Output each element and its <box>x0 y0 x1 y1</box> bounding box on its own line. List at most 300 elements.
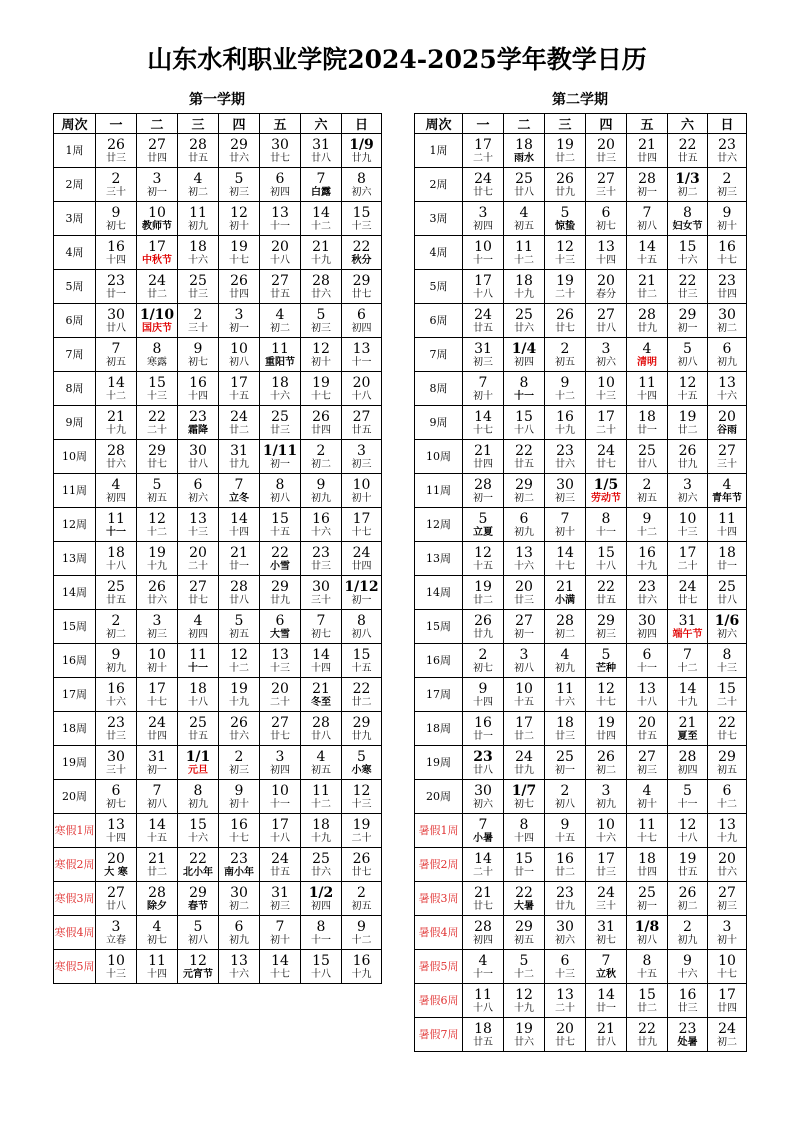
day-cell <box>586 644 627 678</box>
lunar-date: 初二 <box>717 1036 737 1048</box>
lunar-date: 十三 <box>147 390 167 402</box>
lunar-date: 十五 <box>637 254 657 266</box>
lunar-date: 十九 <box>106 424 126 436</box>
lunar-date: 十二 <box>147 526 167 538</box>
day-cell <box>178 168 219 202</box>
day-cell <box>96 814 137 848</box>
day-number: 16 <box>312 510 330 527</box>
day-cell <box>137 542 178 576</box>
day-number: 14 <box>312 646 330 663</box>
day-cell <box>260 202 301 236</box>
lunar-date: 谷雨 <box>717 424 737 436</box>
lunar-date: 初九 <box>188 798 208 810</box>
day-number: 21 <box>474 442 492 459</box>
week-label: 寒假2周 <box>54 848 96 882</box>
day-cell <box>463 882 504 916</box>
day-number: 26 <box>556 170 574 187</box>
lunar-date: 十三 <box>270 662 290 674</box>
day-cell <box>545 916 586 950</box>
lunar-date: 廿一 <box>106 288 126 300</box>
day-cell <box>301 304 342 338</box>
day-cell <box>463 814 504 848</box>
day-cell <box>586 984 627 1018</box>
day-cell <box>219 848 260 882</box>
day-number: 12 <box>556 238 574 255</box>
week-row <box>54 168 382 202</box>
lunar-date: 十五 <box>555 832 575 844</box>
day-number: 21 <box>148 850 166 867</box>
lunar-date: 初七 <box>106 220 126 232</box>
day-cell <box>627 678 668 712</box>
day-cell <box>586 542 627 576</box>
day-cell <box>668 168 708 202</box>
lunar-date: 初二 <box>188 186 208 198</box>
lunar-date: 廿五 <box>270 288 290 300</box>
day-number: 2 <box>722 170 732 187</box>
day-number: 14 <box>556 544 574 561</box>
week-label: 寒假4周 <box>54 916 96 950</box>
lunar-date: 十八 <box>311 968 331 980</box>
day-number: 29 <box>678 306 697 323</box>
lunar-date: 廿三 <box>188 288 208 300</box>
day-cell <box>504 916 545 950</box>
lunar-date: 廿五 <box>473 1036 493 1048</box>
day-number: 8 <box>357 612 366 629</box>
day-number: 20 <box>107 850 125 867</box>
lunar-date: 初三 <box>596 628 616 640</box>
day-cell <box>708 950 747 984</box>
week-row <box>54 814 382 848</box>
day-number: 19 <box>678 850 697 867</box>
day-number: 18 <box>474 1020 492 1037</box>
day-cell <box>586 304 627 338</box>
day-number: 4 <box>519 204 529 221</box>
day-number: 31 <box>678 612 697 629</box>
day-cell <box>260 916 301 950</box>
lunar-date: 十四 <box>106 254 126 266</box>
day-cell <box>545 542 586 576</box>
lunar-date: 初一 <box>147 764 167 776</box>
lunar-date: 廿九 <box>351 152 372 164</box>
day-cell <box>96 916 137 950</box>
week-row <box>415 372 747 406</box>
day-number: 15 <box>678 238 697 255</box>
week-label: 暑假7周 <box>415 1018 463 1052</box>
day-cell <box>301 372 342 406</box>
week-label: 4周 <box>415 236 463 270</box>
day-number: 15 <box>718 680 736 697</box>
day-cell <box>504 372 545 406</box>
day-cell <box>178 508 219 542</box>
lunar-date: 廿三 <box>270 424 290 436</box>
day-number: 5 <box>234 170 244 187</box>
day-number: 11 <box>515 238 533 255</box>
day-cell <box>545 678 586 712</box>
lunar-date: 初八 <box>677 356 698 368</box>
day-number: 1/7 <box>511 782 537 799</box>
day-cell <box>627 236 668 270</box>
day-cell <box>627 1018 668 1052</box>
day-cell <box>463 610 504 644</box>
day-cell <box>219 746 260 780</box>
day-number: 11 <box>312 782 330 799</box>
lunar-date: 三十 <box>717 458 737 470</box>
week-label: 8周 <box>415 372 463 406</box>
day-number: 27 <box>597 170 615 187</box>
day-number: 3 <box>601 340 611 357</box>
day-number: 27 <box>718 884 736 901</box>
day-cell <box>219 712 260 746</box>
day-number: 30 <box>271 136 289 153</box>
week-row <box>54 440 382 474</box>
lunar-date: 十二 <box>229 662 249 674</box>
day-number: 16 <box>556 408 574 425</box>
day-cell <box>668 712 708 746</box>
lunar-date: 初四 <box>637 628 657 640</box>
week-label: 6周 <box>415 304 463 338</box>
day-cell <box>178 406 219 440</box>
day-cell <box>260 780 301 814</box>
lunar-date: 初九 <box>717 356 737 368</box>
day-number: 20 <box>352 374 371 391</box>
lunar-date: 廿九 <box>229 458 249 470</box>
lunar-date: 立秋 <box>596 968 616 980</box>
day-cell <box>545 950 586 984</box>
day-cell <box>260 406 301 440</box>
day-number: 22 <box>678 272 697 289</box>
lunar-date: 廿五 <box>473 322 493 334</box>
lunar-date: 廿八 <box>229 594 249 606</box>
day-number: 12 <box>678 374 697 391</box>
lunar-date: 初四 <box>106 492 126 504</box>
week-row <box>415 950 747 984</box>
lunar-date: 初四 <box>677 764 698 776</box>
day-number: 15 <box>271 510 289 527</box>
day-cell <box>463 270 504 304</box>
day-cell <box>463 780 504 814</box>
day-cell <box>627 508 668 542</box>
day-number: 15 <box>597 544 615 561</box>
lunar-date: 十七 <box>147 696 167 708</box>
week-label: 1周 <box>415 134 463 168</box>
day-number: 29 <box>515 476 533 493</box>
day-number: 9 <box>234 782 244 799</box>
day-cell <box>627 984 668 1018</box>
lunar-date: 十七 <box>229 254 249 266</box>
day-number: 1/8 <box>634 918 660 935</box>
lunar-date: 十七 <box>351 526 372 538</box>
week-label: 8周 <box>54 372 96 406</box>
day-number: 5 <box>152 476 162 493</box>
lunar-date: 廿三 <box>596 866 616 878</box>
week-label: 20周 <box>415 780 463 814</box>
lunar-date: 廿七 <box>555 322 575 334</box>
day-cell <box>463 644 504 678</box>
week-row <box>54 542 382 576</box>
lunar-date: 初十 <box>270 934 290 946</box>
week-row <box>415 916 747 950</box>
day-cell <box>668 780 708 814</box>
day-number: 5 <box>234 612 244 629</box>
lunar-date: 廿一 <box>473 730 493 742</box>
lunar-date: 初四 <box>351 322 372 334</box>
day-number: 23 <box>556 884 574 901</box>
lunar-date: 十七 <box>229 832 249 844</box>
day-cell <box>342 270 382 304</box>
lunar-date: 廿七 <box>147 458 167 470</box>
day-cell <box>219 644 260 678</box>
week-row <box>415 712 747 746</box>
day-cell <box>219 406 260 440</box>
day-cell <box>627 270 668 304</box>
day-cell <box>545 814 586 848</box>
day-number: 24 <box>597 442 615 459</box>
day-cell <box>668 440 708 474</box>
header-sat: 六 <box>301 114 342 134</box>
day-cell <box>708 338 747 372</box>
week-row <box>415 406 747 440</box>
day-number: 22 <box>515 442 533 459</box>
lunar-date: 廿七 <box>270 730 290 742</box>
day-cell <box>627 542 668 576</box>
day-cell <box>586 882 627 916</box>
day-cell <box>504 678 545 712</box>
lunar-date: 廿二 <box>473 594 493 606</box>
lunar-date: 初二 <box>596 764 616 776</box>
day-number: 15 <box>515 408 533 425</box>
day-number: 7 <box>478 816 488 833</box>
day-number: 10 <box>107 952 125 969</box>
day-number: 3 <box>357 442 366 459</box>
day-number: 14 <box>271 952 289 969</box>
day-number: 20 <box>597 272 615 289</box>
lunar-date: 初十 <box>147 662 167 674</box>
lunar-date: 廿四 <box>351 560 372 572</box>
day-number: 12 <box>230 646 248 663</box>
lunar-date: 十二 <box>311 220 331 232</box>
day-cell <box>96 950 137 984</box>
week-label: 16周 <box>54 644 96 678</box>
week-label: 2周 <box>415 168 463 202</box>
lunar-date: 初二 <box>514 492 534 504</box>
lunar-date: 廿八 <box>473 764 493 776</box>
lunar-date: 十二 <box>311 798 331 810</box>
day-number: 29 <box>189 884 207 901</box>
lunar-date: 初三 <box>717 900 737 912</box>
lunar-date: 廿七 <box>473 186 493 198</box>
day-number: 1/9 <box>349 136 374 153</box>
day-cell <box>708 202 747 236</box>
day-number: 7 <box>316 612 326 629</box>
day-number: 28 <box>148 884 166 901</box>
lunar-date: 初五 <box>514 934 534 946</box>
day-number: 7 <box>111 340 121 357</box>
lunar-date: 十四 <box>147 968 167 980</box>
lunar-date: 十一 <box>270 220 290 232</box>
lunar-date: 重阳节 <box>265 356 295 368</box>
day-cell <box>137 610 178 644</box>
lunar-date: 十一 <box>351 356 372 368</box>
day-number: 12 <box>312 340 330 357</box>
day-cell <box>219 508 260 542</box>
lunar-date: 十四 <box>514 832 534 844</box>
day-cell <box>627 848 668 882</box>
day-cell <box>627 780 668 814</box>
day-cell <box>586 338 627 372</box>
lunar-date: 初十 <box>717 934 737 946</box>
week-row <box>54 338 382 372</box>
day-number: 27 <box>718 442 736 459</box>
day-cell <box>219 236 260 270</box>
day-number: 29 <box>597 612 615 629</box>
day-cell <box>342 950 382 984</box>
day-number: 21 <box>230 544 248 561</box>
lunar-date: 初六 <box>677 492 698 504</box>
day-cell <box>301 134 342 168</box>
day-cell <box>708 304 747 338</box>
day-cell <box>504 950 545 984</box>
day-number: 19 <box>148 544 166 561</box>
lunar-date: 教师节 <box>142 220 172 232</box>
day-cell <box>96 304 137 338</box>
day-number: 2 <box>642 476 652 493</box>
day-cell <box>137 780 178 814</box>
day-cell <box>219 542 260 576</box>
day-number: 25 <box>638 884 656 901</box>
day-cell <box>260 508 301 542</box>
lunar-date: 劳动节 <box>591 492 621 504</box>
day-number: 5 <box>316 306 326 323</box>
day-cell <box>668 678 708 712</box>
day-number: 14 <box>230 510 248 527</box>
lunar-date: 廿二 <box>147 866 167 878</box>
lunar-date: 初八 <box>555 798 575 810</box>
lunar-date: 初八 <box>270 492 290 504</box>
day-cell <box>668 746 708 780</box>
day-number: 3 <box>152 612 162 629</box>
day-cell <box>342 746 382 780</box>
lunar-date: 廿七 <box>555 1036 575 1048</box>
lunar-date: 廿五 <box>351 424 372 436</box>
day-number: 10 <box>148 204 166 221</box>
lunar-date: 十三 <box>351 220 372 232</box>
lunar-date: 廿九 <box>637 322 657 334</box>
day-number: 13 <box>271 646 289 663</box>
lunar-date: 初八 <box>637 220 657 232</box>
week-row <box>415 984 747 1018</box>
lunar-date: 廿九 <box>637 1036 657 1048</box>
day-cell <box>708 780 747 814</box>
lunar-date: 廿八 <box>106 322 126 334</box>
day-number: 4 <box>722 476 732 493</box>
lunar-date: 二十 <box>270 696 290 708</box>
day-number: 3 <box>478 204 488 221</box>
day-number: 30 <box>189 442 207 459</box>
day-cell <box>668 916 708 950</box>
day-cell <box>586 440 627 474</box>
lunar-date: 初七 <box>596 934 616 946</box>
day-cell <box>586 712 627 746</box>
day-cell <box>627 406 668 440</box>
day-number: 10 <box>148 646 166 663</box>
day-number: 6 <box>234 918 244 935</box>
day-number: 30 <box>556 918 574 935</box>
day-number: 16 <box>474 714 492 731</box>
day-number: 16 <box>107 680 125 697</box>
day-number: 6 <box>722 782 732 799</box>
lunar-date: 十九 <box>311 832 331 844</box>
day-number: 21 <box>474 884 492 901</box>
lunar-date: 初九 <box>514 526 534 538</box>
day-number: 1/4 <box>511 340 537 357</box>
day-cell <box>137 236 178 270</box>
lunar-date: 十六 <box>106 696 126 708</box>
day-cell <box>137 372 178 406</box>
day-cell <box>219 780 260 814</box>
day-number: 3 <box>683 476 692 493</box>
day-cell <box>219 270 260 304</box>
lunar-date: 十六 <box>514 560 534 572</box>
day-cell <box>178 712 219 746</box>
day-cell <box>463 712 504 746</box>
header-sun: 日 <box>342 114 382 134</box>
lunar-date: 十五 <box>270 526 290 538</box>
day-cell <box>301 542 342 576</box>
day-number: 13 <box>638 680 656 697</box>
day-number: 19 <box>312 374 330 391</box>
lunar-date: 十八 <box>106 560 126 572</box>
day-cell <box>504 712 545 746</box>
semester-1-title: 第一学期 <box>189 92 245 108</box>
day-number: 25 <box>107 578 125 595</box>
day-number: 28 <box>107 442 125 459</box>
week-label: 寒假3周 <box>54 882 96 916</box>
lunar-date: 十一 <box>514 390 534 402</box>
day-cell <box>260 678 301 712</box>
day-number: 16 <box>638 544 656 561</box>
day-number: 9 <box>642 510 652 527</box>
week-label: 19周 <box>54 746 96 780</box>
day-cell <box>342 372 382 406</box>
day-number: 1/5 <box>593 476 619 493</box>
day-number: 7 <box>275 918 285 935</box>
day-cell <box>627 168 668 202</box>
day-cell <box>178 576 219 610</box>
lunar-date: 十二 <box>677 662 698 674</box>
day-number: 26 <box>352 850 371 867</box>
lunar-date: 二十 <box>473 866 493 878</box>
lunar-date: 二十 <box>717 696 737 708</box>
day-number: 23 <box>189 408 207 425</box>
lunar-date: 初三 <box>229 186 249 198</box>
day-cell <box>708 848 747 882</box>
day-cell <box>96 270 137 304</box>
day-cell <box>137 916 178 950</box>
day-cell <box>301 236 342 270</box>
day-number: 17 <box>718 986 736 1003</box>
lunar-date: 初二 <box>677 900 698 912</box>
day-number: 27 <box>638 748 656 765</box>
day-cell <box>586 508 627 542</box>
day-number: 7 <box>683 646 692 663</box>
day-cell <box>260 304 301 338</box>
lunar-date: 十六 <box>555 696 575 708</box>
day-number: 21 <box>107 408 125 425</box>
day-cell <box>504 814 545 848</box>
header-wed: 三 <box>178 114 219 134</box>
lunar-date: 白露 <box>311 186 331 198</box>
day-cell <box>504 848 545 882</box>
